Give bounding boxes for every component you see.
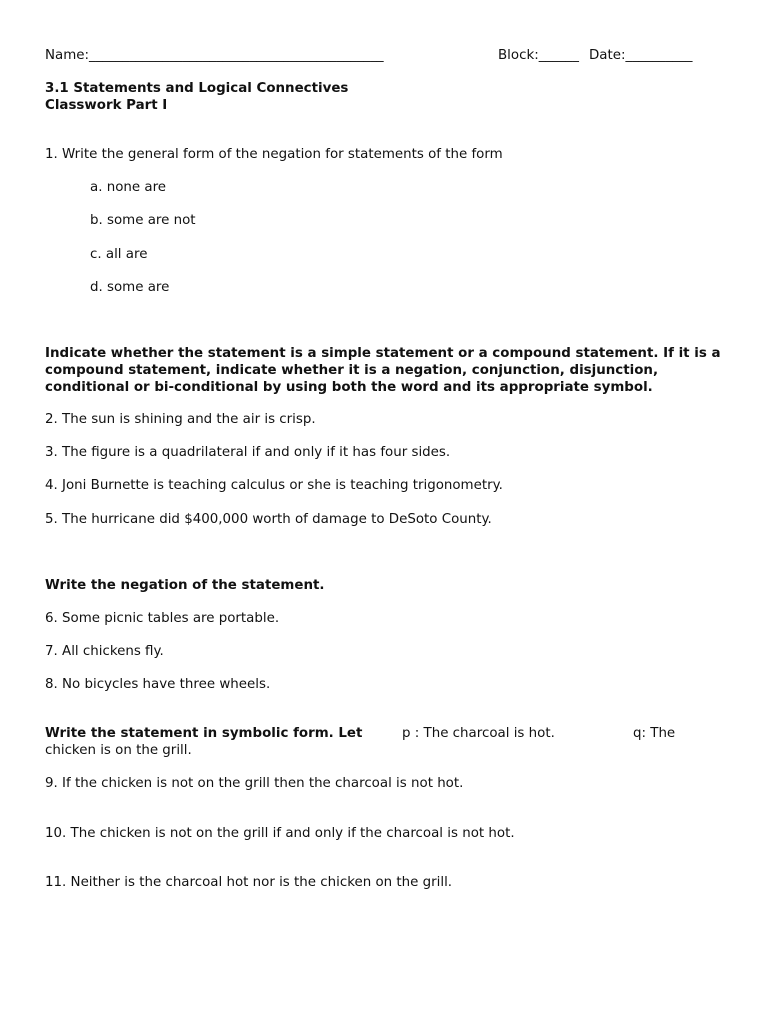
option-a: a. none are [90, 180, 167, 195]
option-d: d. some are [90, 280, 170, 295]
q-definition: q: The [633, 726, 676, 741]
section-4-instructions: Write the statement in symbolic form. Let [45, 726, 363, 741]
section-2-instructions: Indicate whether the statement is a simple statement or a compound statement. If it is a compound statement, indicate whether it is a negation, conjunction, disjunction, conditional or bi-conditional by using both the word and its appropriate symbol. [45, 346, 721, 395]
question-9: 9. If the chicken is not on the grill then the charcoal is not hot. [45, 776, 464, 791]
question-2: 2. The sun is shining and the air is crisp. [45, 412, 316, 427]
q-definition-continued: chicken is on the grill. [45, 743, 192, 758]
page-subtitle: Classwork Part I [45, 98, 168, 113]
question-8: 8. No bicycles have three wheels. [45, 677, 271, 692]
question-4: 4. Joni Burnette is teaching calculus or she is teaching trigonometry. [45, 478, 503, 493]
question-7: 7. All chickens fly. [45, 644, 164, 659]
option-c: c. all are [90, 247, 148, 262]
question-3: 3. The figure is a quadrilateral if and only if it has four sides. [45, 445, 451, 460]
name-field: Name:____________________________________________ [45, 48, 384, 63]
date-field: Date:__________ [589, 48, 693, 63]
question-10: 10. The chicken is not on the grill if and only if the charcoal is not hot. [45, 826, 515, 841]
question-6: 6. Some picnic tables are portable. [45, 611, 280, 626]
page-title: 3.1 Statements and Logical Connectives [45, 81, 349, 96]
block-field: Block:______ [498, 48, 579, 63]
section-3-instructions: Write the negation of the statement. [45, 578, 325, 593]
p-definition: p : The charcoal is hot. [402, 726, 555, 741]
option-b: b. some are not [90, 213, 196, 228]
question-1: 1. Write the general form of the negation for statements of the form [45, 147, 503, 162]
question-11: 11. Neither is the charcoal hot nor is the chicken on the grill. [45, 875, 453, 890]
question-5: 5. The hurricane did $400,000 worth of damage to DeSoto County. [45, 512, 492, 527]
